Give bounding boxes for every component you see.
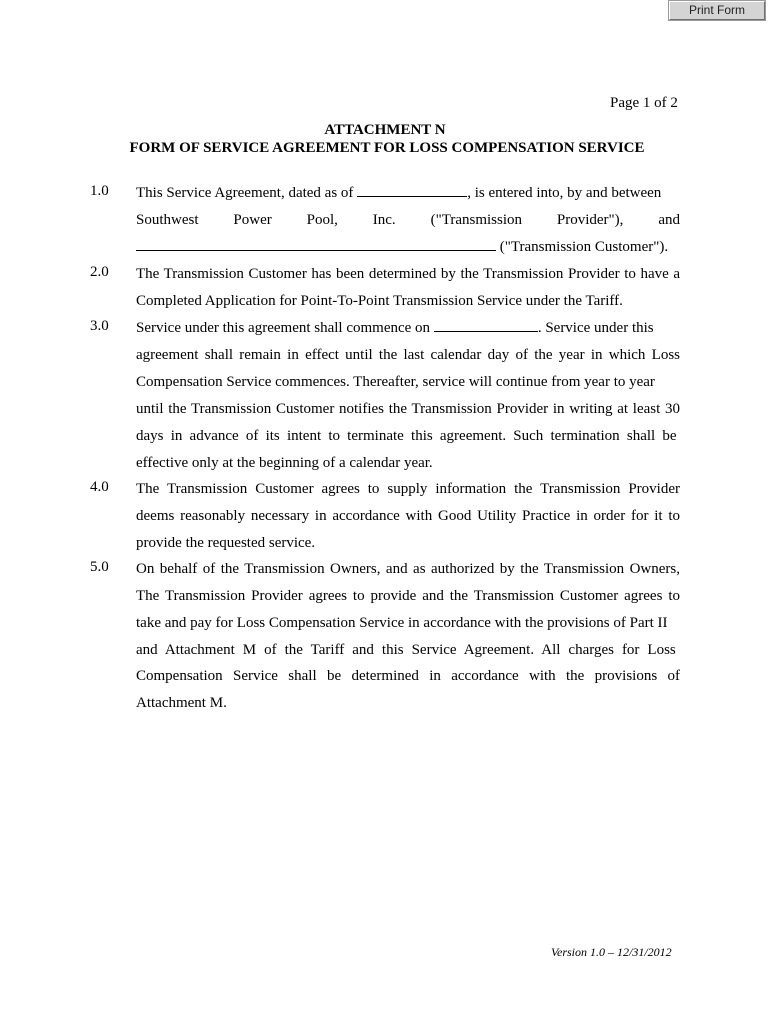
agreement-date-field[interactable] [357, 183, 467, 197]
section-5-line-4: and Attachment M of the Tariff and this Service Agreement. All charges for Loss [136, 642, 676, 658]
section-4-line-2: deems reasonably necessary in accordance with Good Utility Practice in order for it to [136, 508, 680, 524]
section-3-line-4: until the Transmission Customer notifies the Transmission Provider in writing at least 30 [136, 401, 680, 417]
section-number: 5.0 [90, 559, 109, 575]
version-footer: Version 1.0 – 12/31/2012 [551, 945, 672, 959]
section-5-line-1: On behalf of the Transmission Owners, and as authorized by the Transmission Owners, [136, 561, 680, 577]
section-number: 4.0 [90, 479, 109, 495]
section-3-line-5: days in advance of its intent to terminate this agreement. Such termination shall be [136, 428, 677, 444]
section-5-line-6: Attachment M. [136, 695, 227, 711]
section-1-text-a: This Service Agreement, dated as of [136, 185, 358, 201]
section-1-line-3 [136, 237, 680, 257]
section-3-line-2: agreement shall remain in effect until the last calendar day of the year in which Loss [136, 347, 680, 363]
section-4-line-1: The Transmission Customer agrees to supply information the Transmission Provider [136, 481, 680, 497]
section-1-line-2 [136, 210, 680, 230]
section-1-word: Inc. [372, 212, 396, 228]
section-3-text-a: Service under this agreement shall commence on [136, 320, 434, 336]
section-number: 2.0 [90, 264, 109, 280]
section-4-line-3: provide the requested service. [136, 535, 316, 551]
section-1-line-1 [136, 183, 680, 203]
section-1-word: Power [233, 212, 272, 228]
section-3-line-3: Compensation Service commences. Thereafter, service will continue from year to year [136, 374, 655, 390]
section-3-text-b: . Service under this [537, 320, 654, 336]
print-form-button[interactable]: Print Form [669, 1, 765, 20]
section-1-word: Pool, [306, 212, 338, 228]
section-1-word: ("Transmission [430, 212, 522, 228]
section-5-line-5: Compensation Service shall be determined in accordance with the provisions of [136, 668, 680, 684]
section-1-word: and [658, 212, 680, 228]
section-1-text-c: ("Transmission Customer"). [496, 239, 669, 255]
section-5-line-3: take and pay for Loss Compensation Service in accordance with the provisions of Part II [136, 615, 668, 631]
attachment-title: ATTACHMENT N [324, 122, 446, 138]
transmission-customer-name-field[interactable] [136, 237, 496, 251]
commencement-date-field[interactable] [434, 318, 538, 332]
section-5-line-2: The Transmission Provider agrees to provide and the Transmission Customer agrees to [136, 588, 680, 604]
section-1-word: Southwest [136, 212, 199, 228]
section-3-line-1 [136, 318, 680, 338]
section-number: 1.0 [90, 183, 109, 199]
section-1-word: Provider"), [556, 212, 624, 228]
agreement-subtitle: FORM OF SERVICE AGREEMENT FOR LOSS COMPENSATION SERVICE [129, 140, 645, 156]
section-1-text-b: , is entered into, by and between [467, 185, 662, 201]
section-2-line-2: Completed Application for Point-To-Point Transmission Service under the Tariff. [136, 293, 623, 309]
section-2-line-1: The Transmission Customer has been determined by the Transmission Provider to have a [136, 266, 680, 282]
page-number: Page 1 of 2 [610, 95, 678, 111]
section-3-line-6: effective only at the beginning of a calendar year. [136, 455, 433, 471]
section-number: 3.0 [90, 318, 109, 334]
